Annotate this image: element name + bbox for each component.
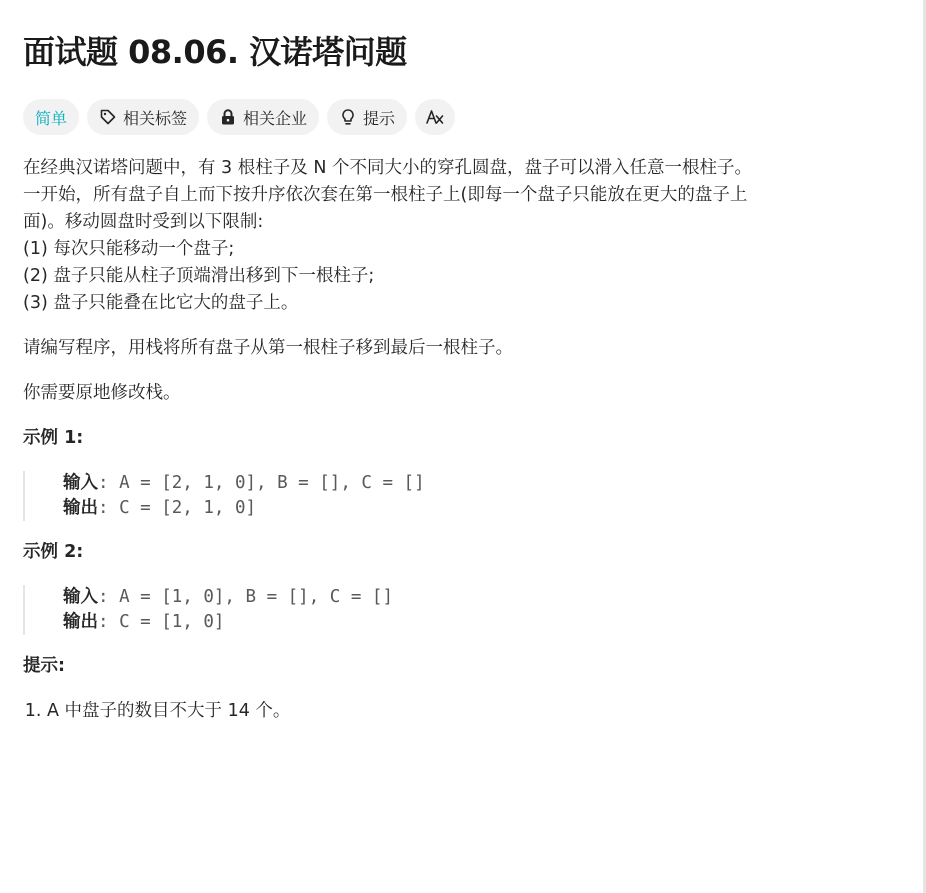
input-label: 输入 <box>63 473 98 493</box>
translate-icon <box>425 107 445 127</box>
problem-description-panel <box>23 26 903 725</box>
example-output-row <box>63 610 903 635</box>
related-companies-button[interactable] <box>207 99 319 135</box>
description-text: 一开始，所有盘子自上而下按升序依次套在第一根柱子上(即每一个盘子只能放在更大的盘子上 <box>23 185 748 205</box>
hints-title: 提示: <box>23 656 65 676</box>
example-input-row <box>63 471 903 496</box>
output-label: 输出 <box>63 612 98 632</box>
translate-button[interactable] <box>415 99 455 135</box>
constraint-rule: (2) 盘子只能从柱子顶端滑出移到下一根柱子; <box>23 266 375 286</box>
problem-tags <box>23 99 903 135</box>
example-title: 示例 2: <box>23 542 84 562</box>
example-title: 示例 1: <box>23 428 84 448</box>
related-companies-label: 相关企业 <box>243 108 308 128</box>
problem-description <box>23 155 903 725</box>
lock-icon <box>219 108 237 126</box>
hints-list <box>23 698 903 725</box>
constraint-rule: (1) 每次只能移动一个盘子; <box>23 239 235 259</box>
example-output-row <box>63 496 903 521</box>
hint-item: 1. A 中盘子的数目不大于 14 个。 <box>47 698 903 725</box>
difficulty-label: 简单 <box>35 108 68 128</box>
lightbulb-icon <box>339 108 357 126</box>
hint-button[interactable] <box>327 99 407 135</box>
description-text: 在经典汉诺塔问题中，有 3 根柱子及 N 个不同大小的穿孔圆盘，盘子可以滑入任意一根柱子。 <box>23 158 752 178</box>
output-label: 输出 <box>63 498 98 518</box>
input-value: : A = [1, 0], B = [], C = [] <box>98 587 394 607</box>
example-block <box>23 471 903 521</box>
tag-icon <box>99 108 117 126</box>
related-tags-button[interactable] <box>87 99 199 135</box>
output-value: : C = [2, 1, 0] <box>98 498 257 518</box>
output-value: : C = [1, 0] <box>98 612 225 632</box>
description-text: 面)。移动圆盘时受到以下限制: <box>23 212 264 232</box>
input-label: 输入 <box>63 587 98 607</box>
example-block <box>23 585 903 635</box>
problem-title[interactable]: 面试题 08.06. 汉诺塔问题 <box>23 33 407 71</box>
input-value: : A = [2, 1, 0], B = [], C = [] <box>98 473 425 493</box>
difficulty-badge <box>23 99 79 135</box>
related-tags-label: 相关标签 <box>123 108 188 128</box>
description-text: 请编写程序，用栈将所有盘子从第一根柱子移到最后一根柱子。 <box>23 338 513 358</box>
example-input-row <box>63 585 903 610</box>
constraint-rule: (3) 盘子只能叠在比它大的盘子上。 <box>23 293 299 313</box>
description-text: 你需要原地修改栈。 <box>23 383 181 403</box>
hint-label: 提示 <box>363 108 396 128</box>
